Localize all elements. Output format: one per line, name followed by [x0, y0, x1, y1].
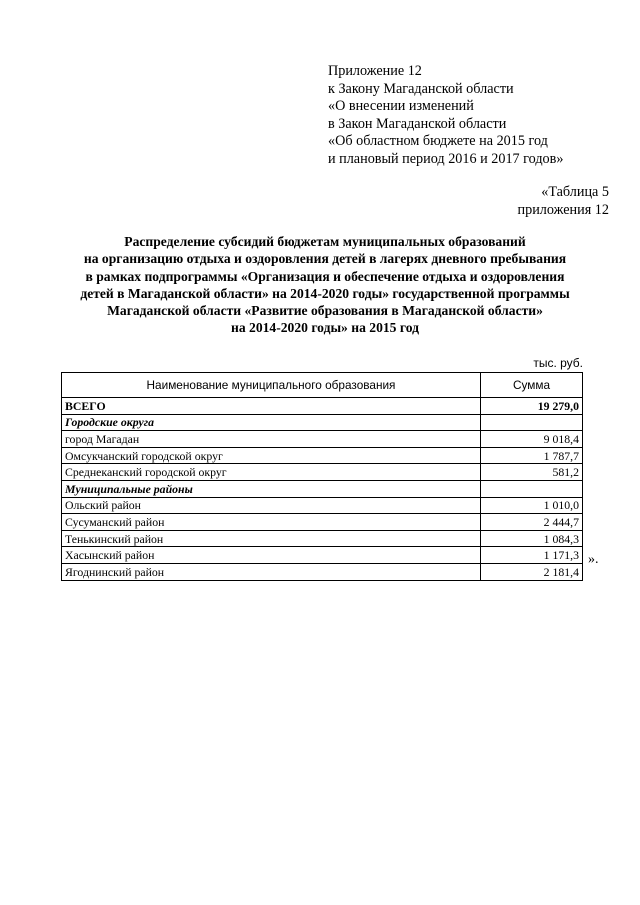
table-reference-line: «Таблица 5	[541, 184, 609, 200]
table-row	[62, 547, 583, 564]
amount-cell: 1 171,3	[481, 547, 583, 564]
table-reference	[518, 183, 609, 219]
amount-cell: 1 084,3	[481, 530, 583, 547]
amount-cell: 2 444,7	[481, 514, 583, 531]
table-reference-line: приложения 12	[517, 202, 609, 218]
table-row	[62, 563, 583, 580]
title-line: Магаданской области «Развитие образования в Магаданской области»	[107, 303, 543, 319]
document-title	[40, 233, 610, 337]
title-line: на 2014-2020 годы» на 2015 год	[231, 320, 419, 336]
table-row	[62, 530, 583, 547]
closing-quote-mark: ».	[588, 552, 599, 567]
amount-cell: 1 787,7	[481, 447, 583, 464]
header-line: Приложение 12	[328, 63, 422, 79]
amount-cell: 1 010,0	[481, 497, 583, 514]
amount-cell: 581,2	[481, 464, 583, 481]
header-line: к Закону Магаданской области	[328, 80, 514, 97]
municipality-name-cell: Тенькинский район	[62, 530, 481, 547]
column-header-name: Наименование муниципального образования	[62, 373, 481, 398]
header-line: «Об областном бюджете на 2015 год	[328, 133, 548, 150]
table-header-row	[62, 373, 583, 398]
table-row	[62, 497, 583, 514]
table-total-row	[62, 398, 583, 415]
municipality-name-cell: Омсукчанский городской округ	[62, 447, 481, 464]
municipality-name-cell: Городские округа	[62, 414, 481, 431]
title-line: в рамках подпрограммы «Организация и обеспечение отдыха и оздоровления	[85, 268, 565, 284]
amount-cell: 2 181,4	[481, 563, 583, 580]
amount-cell	[481, 414, 583, 431]
amount-cell: 9 018,4	[481, 431, 583, 448]
municipality-name-cell: Муниципальные районы	[62, 480, 481, 497]
title-line: детей в Магаданской области» на 2014-2020 годы» государственной программы	[80, 285, 570, 301]
municipality-name-cell: Ольский район	[62, 497, 481, 514]
municipality-name-cell: город Магадан	[62, 431, 481, 448]
header-line: и плановый период 2016 и 2017 годов»	[328, 150, 564, 167]
appendix-header-note	[328, 63, 563, 169]
header-line: «О внесении изменений	[328, 98, 474, 115]
municipality-name-cell: Ягоднинский район	[62, 563, 481, 580]
amount-cell: 19 279,0	[481, 398, 583, 415]
table-row	[62, 447, 583, 464]
table-group-row	[62, 480, 583, 497]
column-header-amount: Сумма	[481, 373, 583, 398]
header-line: в Закон Магаданской области	[328, 115, 507, 132]
amount-cell	[481, 480, 583, 497]
units-label: тыс. руб.	[533, 356, 583, 370]
title-line: Распределение субсидий бюджетам муниципальных образований	[124, 234, 526, 249]
municipality-name-cell: Хасынский район	[62, 547, 481, 564]
title-line: на организацию отдыха и оздоровления детей в лагерях дневного пребывания	[83, 251, 567, 267]
table-row	[62, 464, 583, 481]
table-group-row	[62, 414, 583, 431]
table-body	[62, 398, 583, 581]
table-row	[62, 431, 583, 448]
municipality-name-cell: Сусуманский район	[62, 514, 481, 531]
municipality-name-cell: ВСЕГО	[62, 398, 481, 415]
table-row	[62, 514, 583, 531]
subsidy-table	[61, 372, 583, 581]
municipality-name-cell: Среднеканский городской округ	[62, 464, 481, 481]
